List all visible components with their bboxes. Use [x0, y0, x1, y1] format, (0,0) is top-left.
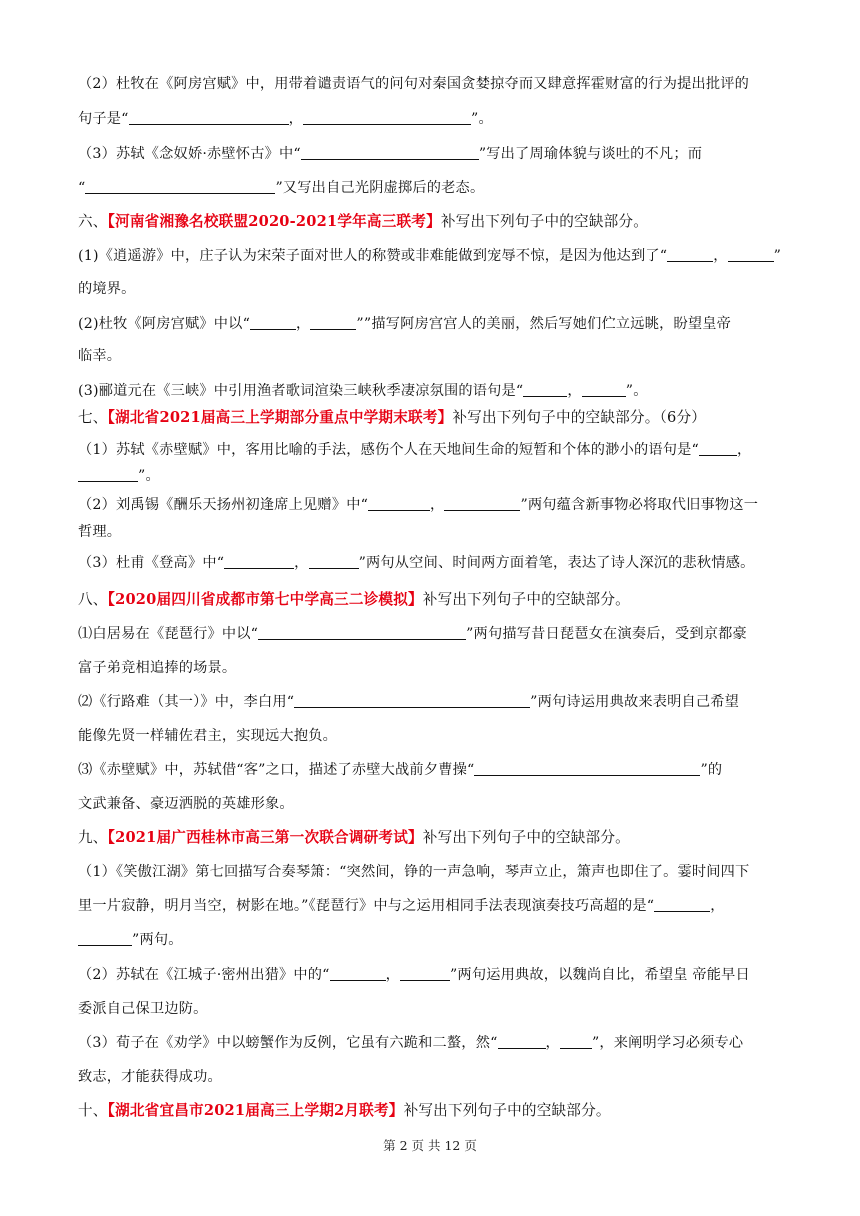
- text: ⑴白居易在《琵琶行》中以“: [78, 626, 259, 642]
- text: ”。: [138, 468, 160, 484]
- text: 里一片寂静，明月当空，树影在地。”《琵琶行》中与之运用相同手法表现演奏技巧高超的是“: [78, 898, 655, 914]
- answer-blank[interactable]: [560, 1034, 592, 1049]
- text: ⑶《赤壁赋》中，苏轼借“客”之口，描述了赤壁大战前夕曹操“: [78, 762, 475, 778]
- section-seven-q1-line-2: [78, 466, 788, 486]
- instruction: 补写出下列句子中的空缺部分。: [422, 829, 630, 846]
- text: ”两句从空间、时间两方面着笔，表达了诗人深沉的悲秋情感。: [358, 555, 755, 571]
- text: ”，来阐明学习必须专心: [591, 1035, 744, 1051]
- instruction: 补写出下列句子中的空缺部分。（6分）: [452, 409, 707, 426]
- text: 哲理。: [78, 524, 122, 540]
- text: （2）杜牧在《阿房宫赋》中，用带着谴责语气的问句对秦国贪婪掠夺而又肆意挥霍财富的行为提出批评的: [78, 76, 750, 92]
- section-six-q1-line-1: [78, 246, 788, 266]
- answer-blank[interactable]: [444, 496, 520, 511]
- answer-blank[interactable]: [667, 247, 713, 262]
- exam-source: 【2020届四川省成都市第七中学高三二诊模拟】: [107, 591, 423, 608]
- answer-blank[interactable]: [301, 145, 479, 160]
- text: ，: [713, 248, 728, 264]
- text: ⑵《行路难（其一）》中，李白用“: [78, 694, 295, 710]
- answer-blank[interactable]: [85, 179, 275, 194]
- section-seven-heading: [78, 408, 788, 428]
- section-eight-q2-line-2: [78, 726, 788, 746]
- text: ，: [296, 316, 311, 332]
- question-2-line-2: [78, 109, 788, 129]
- question-3-line-1: [78, 144, 788, 164]
- answer-blank[interactable]: [78, 467, 138, 482]
- section-eight-q3-line-1: [78, 760, 788, 780]
- section-eight-q1-line-2: [78, 658, 788, 678]
- text: （1）《笑傲江湖》第七回描写合奏琴箫：“突然间，铮的一声急响，琴声立止，箫声也即住了。霎时间四下: [78, 864, 750, 880]
- text: 文武兼备、豪迈洒脱的英雄形象。: [78, 796, 294, 812]
- text: 致志，才能获得成功。: [78, 1069, 222, 1085]
- text: 临幸。: [78, 348, 122, 364]
- section-eight-q2-line-1: [78, 692, 788, 712]
- text: ”两句。: [132, 932, 183, 948]
- text: (3)郦道元在《三峡》中引用渔者歌词渲染三峡秋季凄凉氛围的语句是“: [78, 383, 524, 399]
- text: ””描写阿房宫宫人的美丽，然后写她们伫立远眺，盼望皇帝: [356, 316, 732, 332]
- text: (2)杜牧《阿房宫赋》中以“: [78, 316, 251, 332]
- text: ，: [736, 442, 752, 458]
- text: ”两句蕴含新事物必将取代旧事物这一: [520, 497, 759, 513]
- text: （2）刘禹锡《酬乐天扬州初逢席上见赠》中“: [78, 497, 369, 513]
- answer-blank[interactable]: [654, 897, 710, 912]
- section-nine-q3-line-2: [78, 1067, 788, 1087]
- answer-blank[interactable]: [258, 625, 466, 640]
- section-eight-q3-line-2: [78, 794, 788, 814]
- question-3-line-2: [78, 178, 788, 198]
- text: （3）苏轼《念奴娇·赤壁怀古》中“: [78, 146, 301, 162]
- exam-source: 【2021届广西桂林市高三第一次联合调研考试】: [107, 829, 423, 846]
- answer-blank[interactable]: [129, 110, 289, 125]
- section-number: 九、: [78, 829, 108, 846]
- section-seven-q1-line-1: [78, 440, 788, 460]
- section-six-q3: [78, 381, 788, 401]
- text: ”又写出自己光阴虚掷后的老态。: [275, 180, 485, 196]
- section-ten-heading: [78, 1101, 788, 1121]
- text: （2）苏轼在《江城子·密州出猎》中的“: [78, 967, 330, 983]
- text: ，: [294, 555, 309, 571]
- section-nine-q1-line-3: [78, 930, 788, 950]
- exam-source: 【河南省湘豫名校联盟2020-2021学年高三联考】: [107, 213, 441, 230]
- section-six-q1-line-2: [78, 279, 788, 299]
- answer-blank[interactable]: [224, 554, 294, 569]
- section-nine-q3-line-1: [78, 1033, 788, 1053]
- answer-blank[interactable]: [474, 761, 700, 776]
- text: 的境界。: [78, 281, 136, 297]
- answer-blank[interactable]: [368, 496, 430, 511]
- text: （1）苏轼《赤壁赋》中，客用比喻的手法，感伤个人在天地间生命的短暂和个体的渺小的语句是“: [78, 442, 699, 458]
- section-nine-q2-line-1: [78, 965, 788, 985]
- section-nine-q2-line-2: [78, 999, 788, 1019]
- answer-blank[interactable]: [728, 247, 774, 262]
- text: ，: [430, 497, 445, 513]
- instruction: 补写出下列句子中的空缺部分。: [422, 591, 630, 608]
- section-nine-q1-line-1: [78, 862, 788, 882]
- instruction: 补写出下列句子中的空缺部分。: [440, 213, 649, 230]
- answer-blank[interactable]: [294, 693, 530, 708]
- answer-blank[interactable]: [400, 966, 450, 981]
- text: ”写出了周瑜体貌与谈吐的不凡；而: [478, 146, 703, 162]
- text: ，: [288, 111, 304, 127]
- text: ”: [773, 248, 782, 264]
- answer-blank[interactable]: [699, 441, 737, 456]
- exam-source: 【湖北省宜昌市2021届高三上学期2月联考】: [107, 1102, 404, 1119]
- text: ，: [545, 1035, 560, 1051]
- text: ，: [385, 967, 400, 983]
- text: ”的: [700, 762, 723, 778]
- section-number: 十、: [78, 1102, 108, 1119]
- section-six-q2-line-1: [78, 314, 788, 334]
- text: （3）荀子在《劝学》中以螃蟹作为反例，它虽有六跪和二螯，然“: [78, 1035, 498, 1051]
- section-eight-heading: [78, 590, 788, 610]
- answer-blank[interactable]: [250, 315, 296, 330]
- section-number: 八、: [78, 591, 108, 608]
- section-number: 七、: [78, 409, 108, 426]
- answer-blank[interactable]: [303, 110, 471, 125]
- section-nine-q1-line-2: [78, 896, 788, 916]
- text: （3）杜甫《登高》中“: [78, 555, 225, 571]
- question-2-line-1: [78, 74, 788, 94]
- section-eight-q1-line-1: [78, 624, 788, 644]
- answer-blank[interactable]: [523, 382, 567, 397]
- text: 句子是“: [78, 111, 129, 127]
- text: ”。: [625, 383, 648, 399]
- section-six-heading: [78, 212, 788, 232]
- section-seven-q2-line-1: [78, 495, 788, 515]
- answer-blank[interactable]: [310, 315, 356, 330]
- text: ”两句诗运用典故来表明自己希望: [530, 694, 740, 710]
- answer-blank[interactable]: [78, 931, 132, 946]
- answer-blank[interactable]: [498, 1034, 546, 1049]
- text: (1)《逍遥游》中，庄子认为宋荣子面对世人的称赞或非难能做到宠辱不惊，是因为他达到了“: [78, 248, 668, 264]
- section-number: 六、: [78, 213, 108, 230]
- text: ，: [710, 898, 725, 914]
- text: 富子弟竞相追捧的场景。: [78, 660, 237, 676]
- text: ”两句描写昔日琵琶女在演奏后，受到京都豪: [466, 626, 747, 642]
- instruction: 补写出下列句子中的空缺部分。: [403, 1102, 611, 1119]
- text: 委派自己保卫边防。: [78, 1001, 208, 1017]
- section-seven-q3: [78, 553, 788, 573]
- exam-source: 【湖北省2021届高三上学期部分重点中学期末联考】: [107, 409, 453, 426]
- section-seven-q2-line-2: [78, 522, 788, 542]
- text: ”。: [471, 111, 493, 127]
- section-six-q2-line-2: [78, 346, 788, 366]
- answer-blank[interactable]: [582, 382, 626, 397]
- text: ，: [567, 383, 582, 399]
- text: ”两句运用典故，以魏尚自比，希望皇 帝能早日: [449, 967, 750, 983]
- page-footer: 第 2 页 共 12 页: [383, 1138, 477, 1153]
- answer-blank[interactable]: [309, 554, 359, 569]
- text: “: [78, 180, 86, 196]
- section-nine-heading: [78, 828, 788, 848]
- text: 能像先贤一样辅佐君主，实现远大抱负。: [78, 728, 337, 744]
- answer-blank[interactable]: [330, 966, 386, 981]
